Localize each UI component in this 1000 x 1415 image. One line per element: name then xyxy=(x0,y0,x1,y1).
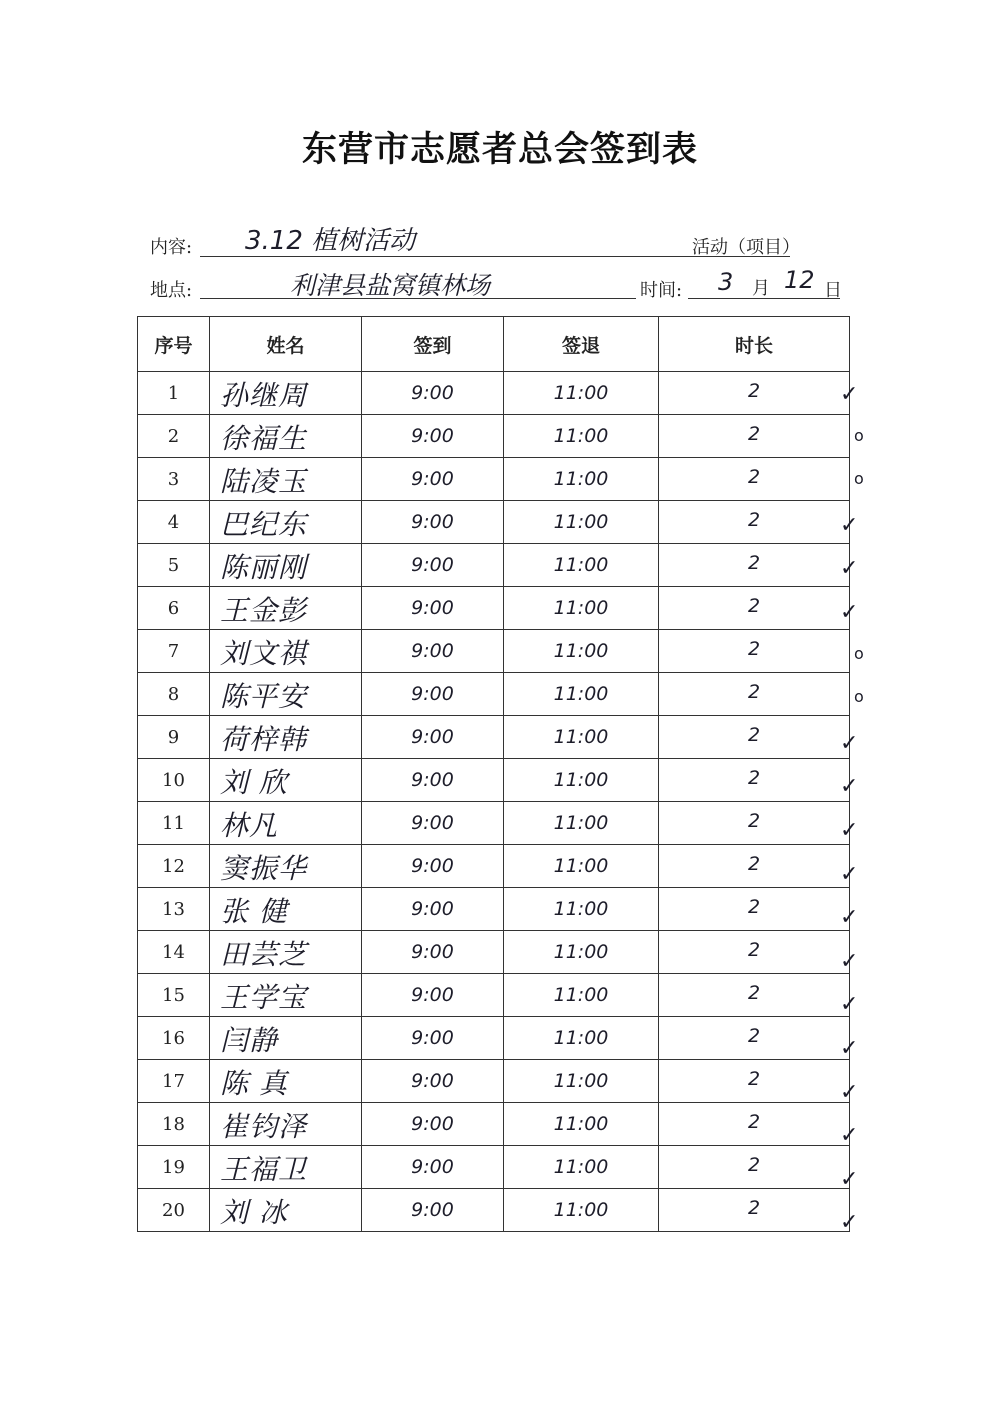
row-sign-out: 11:00 xyxy=(553,769,609,791)
col-header-sign-out: 签退 xyxy=(504,317,659,372)
row-duration: 2 xyxy=(747,767,761,789)
row-name: 林凡 xyxy=(220,809,279,842)
margin-mark: o xyxy=(854,687,864,707)
row-name: 刘 冰 xyxy=(220,1196,288,1229)
row-number: 7 xyxy=(138,630,210,673)
row-sign-out: 11:00 xyxy=(553,382,609,404)
row-sign-in-cell xyxy=(362,501,504,544)
table-row xyxy=(138,802,850,845)
row-duration: 2 xyxy=(747,724,761,746)
margin-mark: ✓ xyxy=(840,382,859,407)
row-sign-in: 9:00 xyxy=(411,1070,454,1092)
row-sign-in: 9:00 xyxy=(411,726,454,748)
row-name: 巴纪东 xyxy=(220,508,308,541)
row-duration: 2 xyxy=(747,466,761,488)
row-sign-out: 11:00 xyxy=(553,468,609,490)
row-sign-out: 11:00 xyxy=(553,812,609,834)
row-name-cell xyxy=(210,974,362,1017)
row-duration-cell xyxy=(659,501,850,544)
row-sign-out: 11:00 xyxy=(553,1199,609,1221)
row-sign-out-cell xyxy=(504,974,659,1017)
row-duration-cell xyxy=(659,1060,850,1103)
row-duration-cell xyxy=(659,1146,850,1189)
time-month: 3 xyxy=(718,268,734,296)
margin-mark: ✓ xyxy=(840,861,859,887)
margin-mark: ✓ xyxy=(840,1079,859,1105)
margin-mark: o xyxy=(854,425,864,445)
row-number: 9 xyxy=(138,716,210,759)
row-sign-out-cell xyxy=(504,1146,659,1189)
row-number: 19 xyxy=(138,1146,210,1189)
row-number: 10 xyxy=(138,759,210,802)
row-duration-cell xyxy=(659,630,850,673)
row-name: 陈平安 xyxy=(220,680,308,713)
row-name: 孙继周 xyxy=(220,379,308,412)
row-sign-in-cell xyxy=(362,802,504,845)
margin-mark: ✓ xyxy=(840,730,859,756)
row-name: 王金彭 xyxy=(220,594,308,627)
table-row xyxy=(138,931,850,974)
margin-mark: ✓ xyxy=(840,1036,859,1061)
location-value: 利津县盐窝镇林场 xyxy=(290,271,491,300)
row-name: 王福卫 xyxy=(220,1153,308,1186)
table-row xyxy=(138,1146,850,1189)
col-header-sign-in: 签到 xyxy=(362,317,504,372)
row-sign-out-cell xyxy=(504,673,659,716)
row-number: 8 xyxy=(138,673,210,716)
row-sign-out-cell xyxy=(504,630,659,673)
row-number: 3 xyxy=(138,458,210,501)
row-name-cell xyxy=(210,931,362,974)
row-sign-out-cell xyxy=(504,888,659,931)
table-row xyxy=(138,716,850,759)
row-number: 14 xyxy=(138,931,210,974)
table-row xyxy=(138,1060,850,1103)
table-row xyxy=(138,888,850,931)
row-duration-cell xyxy=(659,974,850,1017)
row-name-cell xyxy=(210,759,362,802)
row-duration-cell xyxy=(659,587,850,630)
row-name-cell xyxy=(210,802,362,845)
row-number: 17 xyxy=(138,1060,210,1103)
row-sign-in-cell xyxy=(362,544,504,587)
row-name-cell xyxy=(210,630,362,673)
table-row xyxy=(138,372,850,415)
row-duration: 2 xyxy=(747,1111,761,1133)
row-sign-out: 11:00 xyxy=(553,726,609,748)
row-sign-out: 11:00 xyxy=(553,1027,609,1049)
day-label: 日 xyxy=(824,280,842,301)
row-sign-in: 9:00 xyxy=(411,1027,454,1049)
row-sign-out: 11:00 xyxy=(553,941,609,963)
row-sign-out-cell xyxy=(504,759,659,802)
row-sign-in-cell xyxy=(362,458,504,501)
row-sign-out: 11:00 xyxy=(553,425,609,447)
row-sign-in: 9:00 xyxy=(411,898,454,920)
row-sign-in-cell xyxy=(362,845,504,888)
row-number: 1 xyxy=(138,372,210,415)
table-header-row xyxy=(138,317,850,372)
row-duration: 2 xyxy=(747,552,761,574)
row-sign-out: 11:00 xyxy=(553,511,609,533)
row-number: 6 xyxy=(138,587,210,630)
row-sign-out-cell xyxy=(504,802,659,845)
row-sign-in-cell xyxy=(362,1103,504,1146)
row-sign-in: 9:00 xyxy=(411,554,454,576)
row-number: 15 xyxy=(138,974,210,1017)
row-duration-cell xyxy=(659,845,850,888)
row-sign-out: 11:00 xyxy=(553,898,609,920)
row-name: 窦振华 xyxy=(220,852,308,885)
row-name-cell xyxy=(210,1103,362,1146)
margin-mark: ✓ xyxy=(840,512,859,538)
row-sign-out-cell xyxy=(504,1060,659,1103)
row-duration: 2 xyxy=(747,810,761,832)
row-duration-cell xyxy=(659,716,850,759)
row-duration-cell xyxy=(659,931,850,974)
table-row xyxy=(138,845,850,888)
table-row xyxy=(138,1103,850,1146)
table-row xyxy=(138,1189,850,1232)
row-number: 20 xyxy=(138,1189,210,1232)
row-name-cell xyxy=(210,888,362,931)
row-sign-in-cell xyxy=(362,1146,504,1189)
margin-mark: o xyxy=(854,469,864,489)
margin-mark: ✓ xyxy=(840,556,859,582)
row-duration: 2 xyxy=(747,982,761,1004)
row-name: 陆凌玉 xyxy=(220,465,308,498)
row-number: 18 xyxy=(138,1103,210,1146)
row-name-cell xyxy=(210,458,362,501)
row-duration-cell xyxy=(659,415,850,458)
row-sign-in: 9:00 xyxy=(411,1113,454,1135)
sheet-title: 东营市志愿者总会签到表 xyxy=(301,130,698,170)
row-name: 崔钧泽 xyxy=(220,1110,308,1143)
table-row xyxy=(138,415,850,458)
row-name-cell xyxy=(210,1017,362,1060)
col-header-name: 姓名 xyxy=(210,317,362,372)
row-number: 5 xyxy=(138,544,210,587)
row-duration-cell xyxy=(659,759,850,802)
margin-mark: o xyxy=(854,643,864,663)
row-sign-in: 9:00 xyxy=(411,382,454,404)
table-row xyxy=(138,630,850,673)
time-day: 12 xyxy=(784,266,815,294)
row-name-cell xyxy=(210,1060,362,1103)
row-sign-in-cell xyxy=(362,1060,504,1103)
margin-mark: ✓ xyxy=(840,1210,859,1236)
row-name-cell xyxy=(210,1146,362,1189)
row-sign-out: 11:00 xyxy=(553,597,609,619)
row-sign-out: 11:00 xyxy=(553,984,609,1006)
row-name: 田芸芝 xyxy=(220,938,308,971)
row-duration-cell xyxy=(659,1189,850,1232)
row-sign-out-cell xyxy=(504,1017,659,1060)
time-label: 时间: xyxy=(640,280,683,301)
row-sign-in-cell xyxy=(362,759,504,802)
row-name: 荷梓韩 xyxy=(220,723,308,756)
row-sign-out: 11:00 xyxy=(553,855,609,877)
table-row xyxy=(138,458,850,501)
row-sign-out: 11:00 xyxy=(553,1113,609,1135)
row-duration: 2 xyxy=(747,595,761,617)
row-sign-in: 9:00 xyxy=(411,855,454,877)
row-sign-out-cell xyxy=(504,372,659,415)
row-name-cell xyxy=(210,845,362,888)
table-row xyxy=(138,1017,850,1060)
row-sign-in-cell xyxy=(362,587,504,630)
table-row xyxy=(138,673,850,716)
row-sign-in: 9:00 xyxy=(411,425,454,447)
row-duration: 2 xyxy=(747,1025,761,1047)
row-duration: 2 xyxy=(747,853,761,875)
row-duration-cell xyxy=(659,1103,850,1146)
row-name-cell xyxy=(210,501,362,544)
row-sign-in-cell xyxy=(362,1017,504,1060)
row-sign-out-cell xyxy=(504,415,659,458)
row-duration: 2 xyxy=(747,896,761,918)
margin-mark: ✓ xyxy=(840,948,859,974)
row-sign-out: 11:00 xyxy=(553,640,609,662)
row-name: 陈 真 xyxy=(220,1067,288,1100)
row-name-cell xyxy=(210,415,362,458)
row-duration: 2 xyxy=(747,1197,761,1219)
row-duration-cell xyxy=(659,458,850,501)
row-sign-out-cell xyxy=(504,931,659,974)
table-row xyxy=(138,587,850,630)
row-sign-in: 9:00 xyxy=(411,597,454,619)
location-label: 地点: xyxy=(150,280,193,301)
row-sign-in-cell xyxy=(362,415,504,458)
row-duration: 2 xyxy=(747,681,761,703)
row-sign-in: 9:00 xyxy=(411,640,454,662)
row-duration: 2 xyxy=(747,380,761,402)
row-name: 陈丽刚 xyxy=(220,551,308,584)
row-duration: 2 xyxy=(747,423,761,445)
col-header-duration: 时长 xyxy=(659,317,850,372)
table-row xyxy=(138,544,850,587)
row-duration: 2 xyxy=(747,939,761,961)
row-name: 刘 欣 xyxy=(220,766,288,799)
row-duration: 2 xyxy=(747,638,761,660)
row-sign-out-cell xyxy=(504,458,659,501)
row-sign-out-cell xyxy=(504,1103,659,1146)
row-number: 13 xyxy=(138,888,210,931)
row-duration-cell xyxy=(659,1017,850,1060)
row-duration: 2 xyxy=(747,509,761,531)
row-sign-in: 9:00 xyxy=(411,769,454,791)
row-sign-out-cell xyxy=(504,1189,659,1232)
row-name-cell xyxy=(210,544,362,587)
row-sign-in-cell xyxy=(362,888,504,931)
row-duration: 2 xyxy=(747,1154,761,1176)
row-name: 徐福生 xyxy=(220,422,308,455)
sign-in-table xyxy=(137,316,850,1232)
row-name-cell xyxy=(210,1189,362,1232)
row-name-cell xyxy=(210,372,362,415)
table-row xyxy=(138,759,850,802)
row-sign-in-cell xyxy=(362,673,504,716)
row-sign-in-cell xyxy=(362,716,504,759)
row-sign-out: 11:00 xyxy=(553,1070,609,1092)
content-label: 内容: xyxy=(150,237,193,258)
row-duration-cell xyxy=(659,372,850,415)
row-sign-in-cell xyxy=(362,372,504,415)
content-value: 3.12 植树活动 xyxy=(245,226,416,256)
row-sign-out-cell xyxy=(504,845,659,888)
row-sign-in: 9:00 xyxy=(411,683,454,705)
row-number: 11 xyxy=(138,802,210,845)
row-sign-in-cell xyxy=(362,1189,504,1232)
row-duration-cell xyxy=(659,802,850,845)
row-sign-out: 11:00 xyxy=(553,683,609,705)
row-sign-in: 9:00 xyxy=(411,511,454,533)
row-sign-out-cell xyxy=(504,716,659,759)
row-sign-in-cell xyxy=(362,931,504,974)
row-sign-in-cell xyxy=(362,630,504,673)
col-header-number: 序号 xyxy=(138,317,210,372)
row-name: 刘文祺 xyxy=(220,637,308,670)
row-number: 2 xyxy=(138,415,210,458)
row-name-cell xyxy=(210,587,362,630)
row-number: 12 xyxy=(138,845,210,888)
row-sign-out-cell xyxy=(504,587,659,630)
row-sign-out: 11:00 xyxy=(553,554,609,576)
table-row xyxy=(138,501,850,544)
row-name: 王学宝 xyxy=(220,981,308,1014)
row-name: 张 健 xyxy=(220,895,288,928)
row-sign-out-cell xyxy=(504,544,659,587)
row-sign-in: 9:00 xyxy=(411,984,454,1006)
row-sign-in: 9:00 xyxy=(411,812,454,834)
month-label: 月 xyxy=(752,278,770,299)
row-sign-out-cell xyxy=(504,501,659,544)
row-name-cell xyxy=(210,716,362,759)
row-name-cell xyxy=(210,673,362,716)
margin-mark: ✓ xyxy=(840,774,859,800)
row-duration-cell xyxy=(659,888,850,931)
row-number: 16 xyxy=(138,1017,210,1060)
row-name: 闫静 xyxy=(220,1024,279,1057)
margin-mark: ✓ xyxy=(840,818,859,843)
row-duration-cell xyxy=(659,544,850,587)
margin-mark: ✓ xyxy=(840,992,859,1018)
activity-underline xyxy=(688,256,790,257)
row-number: 4 xyxy=(138,501,210,544)
row-sign-in: 9:00 xyxy=(411,941,454,963)
row-duration: 2 xyxy=(747,1068,761,1090)
activity-label: 活动（项目） xyxy=(692,237,800,258)
row-sign-in: 9:00 xyxy=(411,1199,454,1221)
row-sign-out: 11:00 xyxy=(553,1156,609,1178)
margin-mark: ✓ xyxy=(840,1166,859,1192)
margin-mark: ✓ xyxy=(840,600,859,625)
margin-mark: ✓ xyxy=(840,905,859,931)
table-row xyxy=(138,974,850,1017)
row-duration-cell xyxy=(659,673,850,716)
row-sign-in: 9:00 xyxy=(411,1156,454,1178)
row-sign-in: 9:00 xyxy=(411,468,454,490)
margin-mark: ✓ xyxy=(840,1123,859,1149)
row-sign-in-cell xyxy=(362,974,504,1017)
